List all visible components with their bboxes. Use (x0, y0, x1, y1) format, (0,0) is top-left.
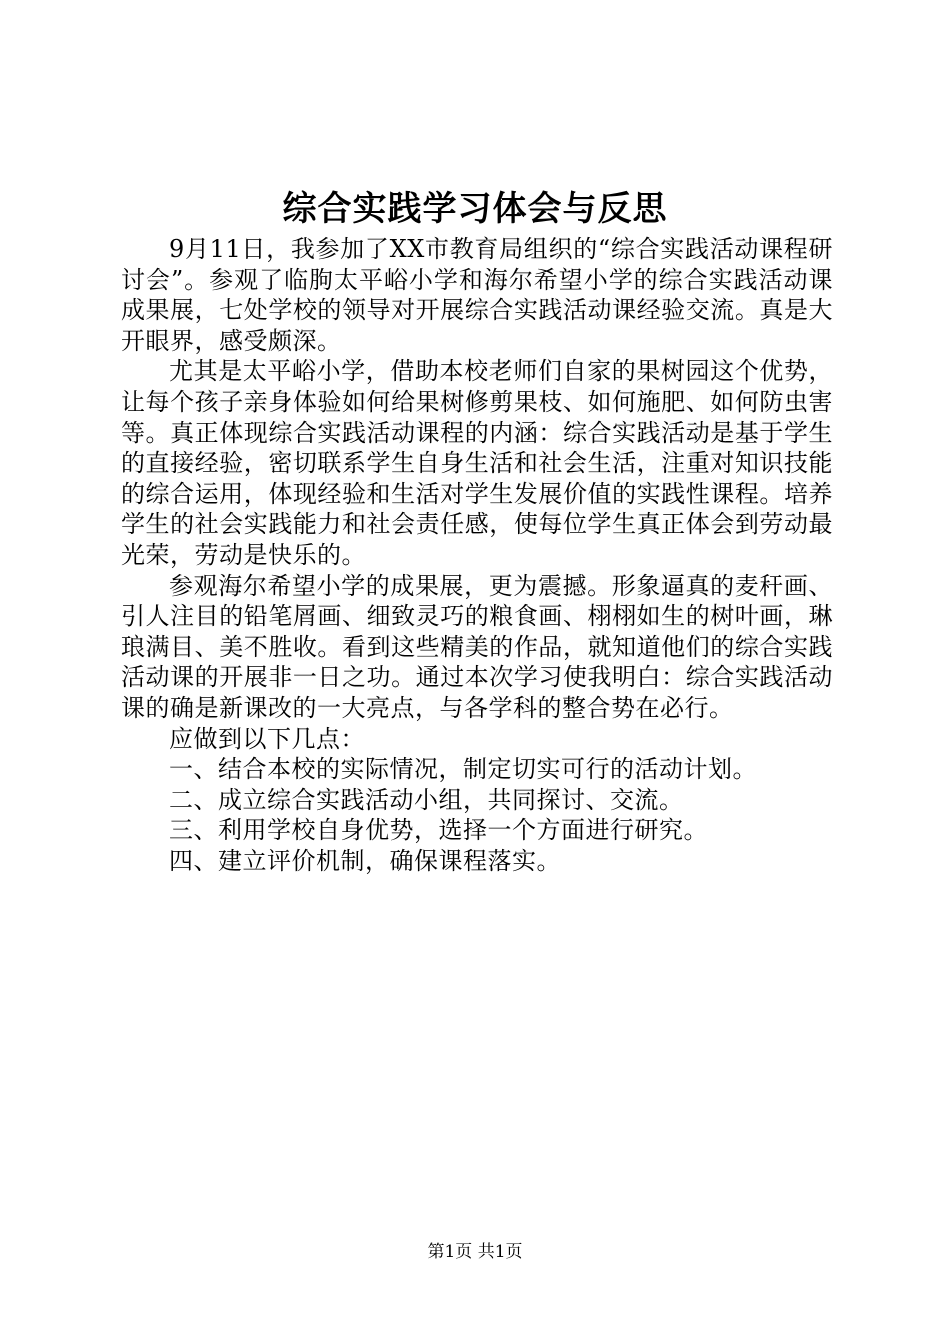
paragraph-haier: 参观海尔希望小学的成果展，更为震撼。形象逼真的麦秆画、引人注目的铅笔屑画、细致灵巧的粮食画、栩栩如生的树叶画，琳琅满目、美不胜收。看到这些精美的作品，就知道他们的综合实践活动课的开展非一日之功。通过本次学习使我明白：综合实践活动课的确是新课改的一大亮点，与各学科的整合势在必行。 (121, 571, 833, 722)
list-item-point-1: 一、结合本校的实际情况，制定切实可行的活动计划。 (169, 755, 757, 784)
document-title: 综合实践学习体会与反思 (282, 189, 668, 229)
page-footer: 第1页 共1页 (427, 1242, 523, 1262)
paragraph-points-heading: 应做到以下几点： (169, 724, 365, 753)
paragraph-taipingyu: 尤其是太平峪小学，借助本校老师们自家的果树园这个优势，让每个孩子亲身体验如何给果树修剪果枝、如何施肥、如何防虫害等。真正体现综合实践活动课程的内涵：综合实践活动是基于学生的直接经验，密切联系学生自身生活和社会生活，注重对知识技能的综合运用，体现经验和生活对学生发展价值的实践性课程。培养学生的社会实践能力和社会责任感，使每位学生真正体会到劳动最光荣，劳动是快乐的。 (121, 357, 833, 569)
list-item-point-2: 二、成立综合实践活动小组，共同探讨、交流。 (169, 785, 684, 814)
list-item-point-4: 四、建立评价机制，确保课程落实。 (169, 846, 561, 875)
paragraph-intro: 9月11日，我参加了XX市教育局组织的“综合实践活动课程研讨会”。参观了临朐太平峪小学和海尔希望小学的综合实践活动课成果展，七处学校的领导对开展综合实践活动课经验交流。真是大开眼界，感受颇深。 (121, 235, 833, 355)
list-item-point-3: 三、利用学校自身优势，选择一个方面进行研究。 (169, 816, 708, 845)
document-body (121, 234, 833, 876)
